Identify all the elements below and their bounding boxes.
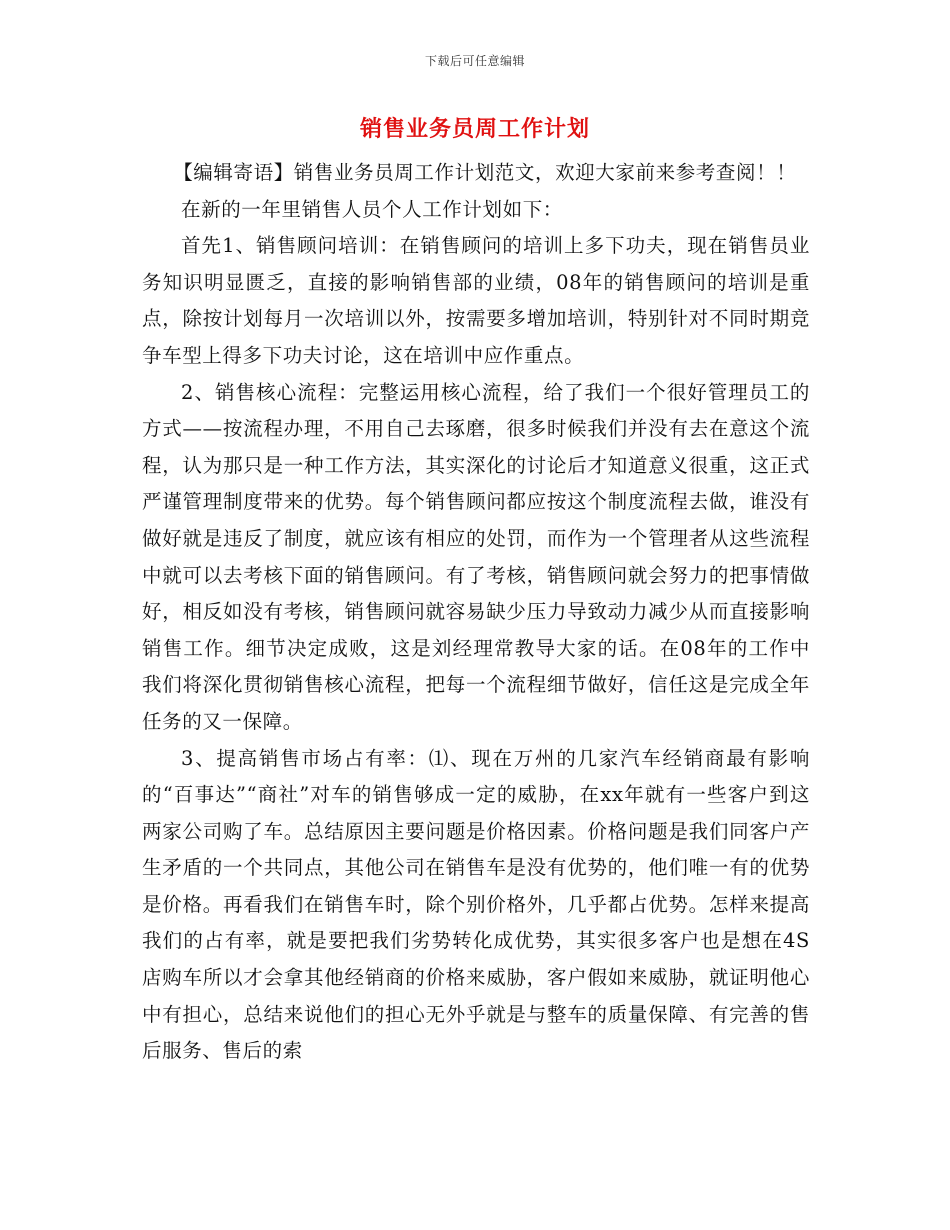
document-body: [142, 155, 810, 1070]
header-note: 下载后可任意编辑: [424, 54, 525, 68]
paragraph-sales-training: 首先1、销售顾问培训：在销售顾问的培训上多下功夫，现在销售员业务知识明显匮乏，直接的影响销售部的业绩，08年的销售顾问的培训是重点，除按计划每月一次培训以外，按需要多增加培训，特别针对不同时期竞争车型上得多下功夫讨论，这在培训中应作重点。: [142, 234, 810, 367]
paragraph-intro: 在新的一年里销售人员个人工作计划如下：: [181, 197, 563, 221]
paragraph-core-process: 2、销售核心流程：完整运用核心流程，给了我们一个很好管理员工的方式——按流程办理，不用自己去琢磨，很多时候我们并没有去在意这个流程，认为那只是一种工作方法，其实深化的讨论后才知道意义很重，这正式严谨管理制度带来的优势。每个销售顾问都应按这个制度流程去做，谁没有做好就是违反了制度，就应该有相应的处罚，而作为一个管理者从这些流程中就可以去考核下面的销售顾问。有了考核，销售顾问就会努力的把事情做好，相反如没有考核，销售顾问就容易缺少压力导致动力减少从而直接影响销售工作。细节决定成败，这是刘经理常教导大家的话。在08年的工作中我们将深化贯彻销售核心流程，把每一个流程细节做好，信任这是完成全年任务的又一保障。: [142, 380, 810, 733]
paragraph-editor-note: 【编辑寄语】销售业务员周工作计划范文，欢迎大家前来参考查阅！！: [173, 161, 797, 184]
document-title: 销售业务员周工作计划: [359, 116, 590, 142]
paragraph-market-share: 3、提高销售市场占有率：⑴、现在万州的几家汽车经销商最有影响的“百事达”“商社”对车的销售够成一定的威胁，在xx年就有一些客户到这两家公司购了车。总结原因主要问题是价格因素。价格问题是我们同客户产生矛盾的一个共同点，其他公司在销售车是没有优势的，他们唯一有的优势是价格。再看我们在销售车时，除个别价格外，几乎都占优势。怎样来提高我们的占有率，就是要把我们劣势转化成优势，其实很多客户也是想在4S店购车所以才会拿其他经销商的价格来威胁，客户假如来威胁，就证明他心中有担心，总结来说他们的担心无外乎就是与整车的质量保障、有完善的售后服务、售后的索: [142, 746, 810, 1063]
